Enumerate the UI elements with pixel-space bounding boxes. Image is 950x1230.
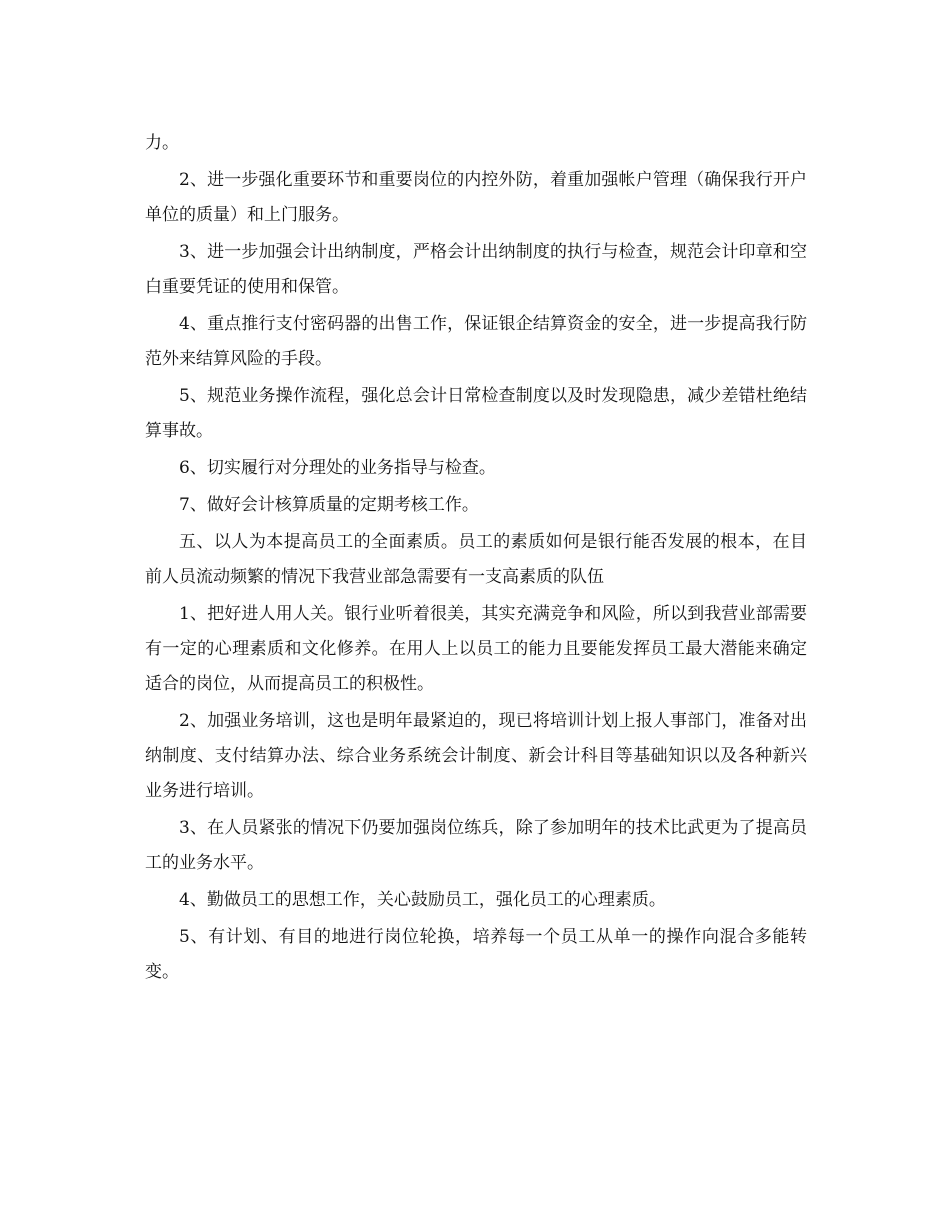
paragraph-item-7-quality-assessment: 7、做好会计核算质量的定期考核工作。 <box>179 495 479 515</box>
paragraph-section-5-heading: 五、以人为本提高员工的全面素质。员工的素质如何是银行能否发展的根本，在目前人员流动频繁的情况下我营业部急需要有一支高素质的队伍 <box>145 532 807 587</box>
paragraph-continuation: 力。 <box>145 133 179 153</box>
paragraph-item-3-cashier-system: 3、进一步加强会计出纳制度，严格会计出纳制度的执行与检查，规范会计印章和空白重要凭证的使用和保管。 <box>145 242 807 297</box>
paragraph-item-2-training: 2、加强业务培训，这也是明年最紧迫的，现已将培训计划上报人事部门，准备对出纳制度、支付结算办法、综合业务系统会计制度、新会计科目等基础知识以及各种新兴业务进行培训。 <box>145 711 807 801</box>
paragraph-item-4-ideological-work: 4、勤做员工的思想工作，关心鼓励员工，强化员工的心理素质。 <box>179 890 666 910</box>
paragraph-item-4-payment-password: 4、重点推行支付密码器的出售工作，保证银企结算资金的安全，进一步提高我行防范外来结算风险的手段。 <box>145 314 807 369</box>
paragraph-item-5-operation-process: 5、规范业务操作流程，强化总会计日常检查制度以及时发现隐患，减少差错杜绝结算事故。 <box>145 386 807 441</box>
document-body <box>145 126 807 992</box>
paragraph-item-6-branch-guidance: 6、切实履行对分理处的业务指导与检查。 <box>179 458 496 478</box>
paragraph-item-5-job-rotation: 5、有计划、有目的地进行岗位轮换，培养每一个员工从单一的操作向混合多能转变。 <box>145 927 807 982</box>
paragraph-item-2-account-management: 2、进一步强化重要环节和重要岗位的内控外防，着重加强帐户管理（确保我行开户单位的质量）和上门服务。 <box>145 170 807 225</box>
paragraph-item-3-skill-practice: 3、在人员紧张的情况下仍要加强岗位练兵，除了参加明年的技术比武更为了提高员工的业务水平。 <box>145 818 807 873</box>
paragraph-item-1-hiring: 1、把好进人用人关。银行业听着很美，其实充满竞争和风险，所以到我营业部需要有一定的心理素质和文化修养。在用人上以员工的能力且要能发挥员工最大潜能来确定适合的岗位，从而提高员工的积极性。 <box>145 604 807 694</box>
